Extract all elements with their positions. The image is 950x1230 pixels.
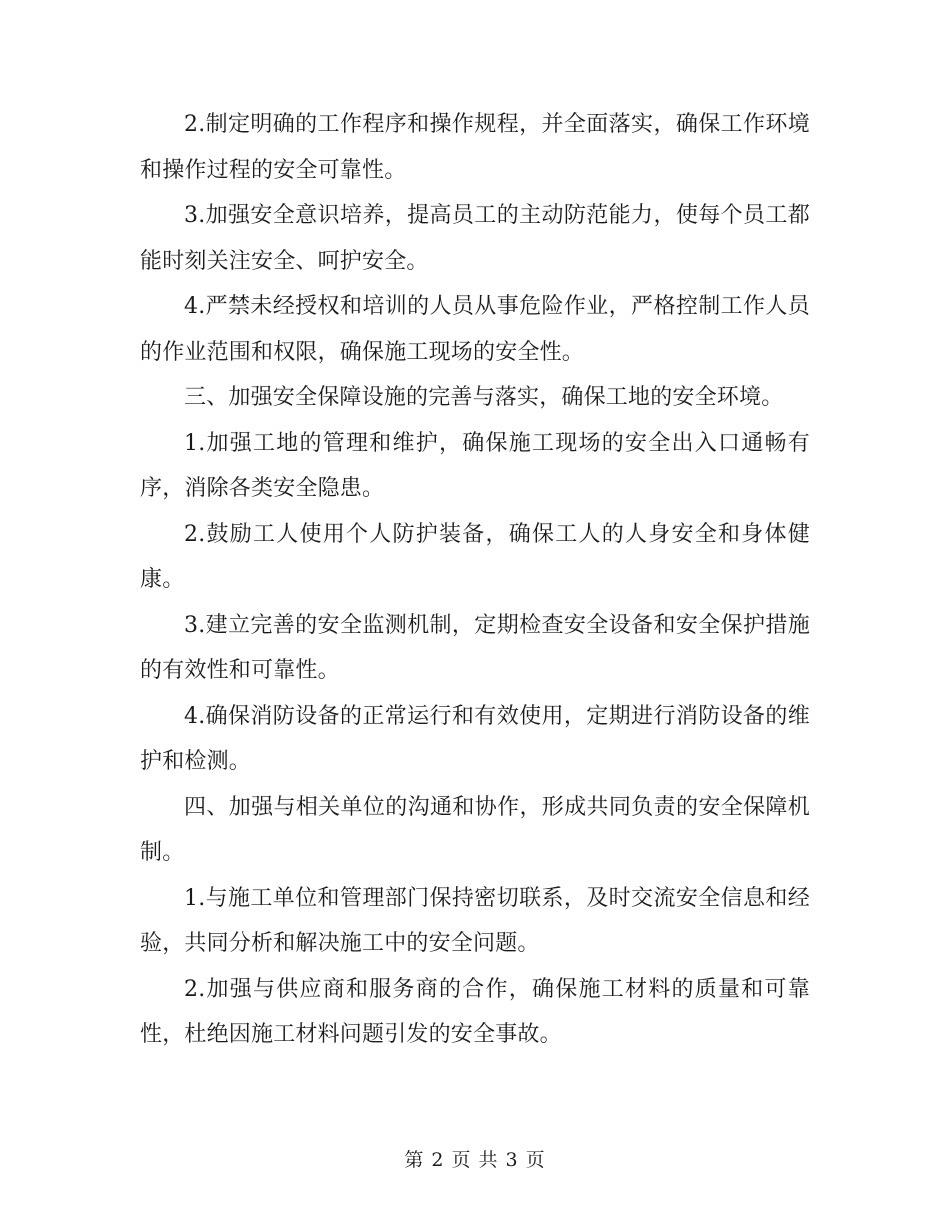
paragraph-item-1-site-management: 1.加强工地的管理和维护，确保施工现场的安全出入口通畅有序，消除各类安全隐患。 [140,430,810,501]
document-body [140,102,810,1058]
page-number-footer: 第 2 页 共 3 页 [404,1149,546,1171]
paragraph-item-4-fire-equipment: 4.确保消防设备的正常运行和有效使用，定期进行消防设备的维护和检测。 [140,703,810,774]
paragraph-item-2-procedures: 2.制定明确的工作程序和操作规程，并全面落实，确保工作环境和操作过程的安全可靠性。 [140,112,810,183]
paragraph-item-3-monitoring: 3.建立完善的安全监测机制，定期检查安全设备和安全保护措施的有效性和可靠性。 [140,612,810,683]
paragraph-item-2-suppliers: 2.加强与供应商和服务商的合作，确保施工材料的质量和可靠性，杜绝因施工材料问题引发的安全事故。 [140,976,810,1047]
paragraph-item-2-protective-equipment: 2.鼓励工人使用个人防护装备，确保工人的人身安全和身体健康。 [140,521,810,592]
paragraph-item-4-authorization: 4.严禁未经授权和培训的人员从事危险作业，严格控制工作人员的作业范围和权限，确保施工现场的安全性。 [140,294,810,365]
paragraph-item-1-liaison: 1.与施工单位和管理部门保持密切联系，及时交流安全信息和经验，共同分析和解决施工中的安全问题。 [140,885,810,956]
section-heading-4: 四、加强与相关单位的沟通和协作，形成共同负责的安全保障机制。 [140,794,810,865]
section-heading-3: 三、加强安全保障设施的完善与落实，确保工地的安全环境。 [184,385,784,410]
paragraph-item-3-awareness: 3.加强安全意识培养，提高员工的主动防范能力，使每个员工都能时刻关注安全、呵护安全。 [140,203,810,274]
